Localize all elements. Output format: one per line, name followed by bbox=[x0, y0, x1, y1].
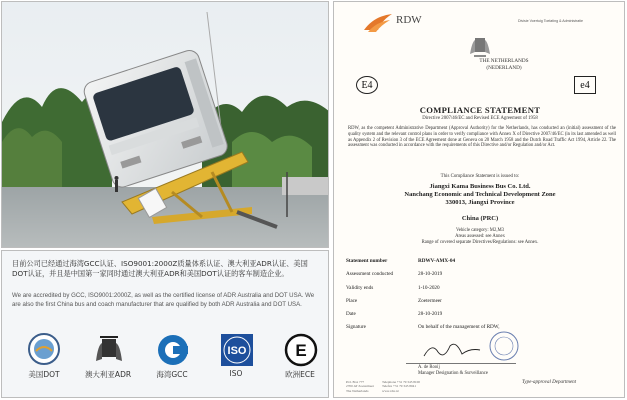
signer-title: Manager Designation & Surveillance bbox=[418, 370, 488, 376]
compliance-statement-document bbox=[333, 1, 625, 398]
bus-tilt-photo-illustration bbox=[2, 2, 329, 248]
official-stamp-icon bbox=[484, 330, 524, 362]
footer-telephone: Telephone +31 79 345 8100 bbox=[382, 380, 421, 384]
statement-title: COMPLIANCE STATEMENT bbox=[419, 105, 541, 115]
vehicle-scope bbox=[334, 228, 625, 246]
issued-to-line: This Compliance Statement is issued to: bbox=[440, 174, 520, 179]
svg-text:E: E bbox=[295, 341, 307, 360]
range-covered: Range of covered separate Directives/Regulations: see Annex. bbox=[421, 240, 539, 245]
footer-contact bbox=[382, 380, 420, 393]
country-line-1: THE NETHERLANDS bbox=[479, 58, 529, 64]
footer-address bbox=[346, 380, 374, 393]
field-value: 1-10-2020 bbox=[418, 285, 440, 291]
bus-tilt-test-photo bbox=[1, 1, 329, 248]
field-key: Place bbox=[346, 298, 358, 304]
type-approval-department: Type-approval Department bbox=[522, 380, 577, 385]
certification-logos bbox=[10, 331, 324, 397]
signature-scribble-icon bbox=[422, 338, 482, 362]
e4-mark: E4 bbox=[356, 76, 378, 94]
footer-telefax: Telefax +31 79 345 8041 bbox=[382, 384, 417, 389]
netherlands-coat-of-arms-icon bbox=[468, 34, 492, 58]
footer-city: 2700 AT Zoetermeer bbox=[346, 384, 374, 389]
company-address bbox=[334, 183, 625, 207]
rdw-department: Divisie Voertuig Toelating & Administratie bbox=[518, 19, 584, 23]
footer-country: The Netherlands bbox=[346, 388, 369, 393]
rdw-brand: RDW bbox=[396, 14, 422, 26]
footer-website: www.rdw.nl bbox=[382, 388, 399, 393]
dot-logo bbox=[14, 331, 74, 391]
australia-coat-of-arms-icon bbox=[92, 333, 126, 365]
areas-assessed: Areas assessed: see Annex bbox=[455, 234, 505, 239]
certifications-english-text: We are accredited by GCC, ISO9001:2000Z, as well as the certified license of ADR Australia and DOT USA. We are also the first China bus and coach manufacturer that are qualified by both ADR Australia and DOT USA. bbox=[12, 292, 315, 308]
footer-po-box: P.O. Box 777 bbox=[346, 380, 365, 384]
company-country: China (PRC) bbox=[461, 215, 499, 222]
certifications-chinese-text: 目前公司已经通过海湾GCC认证、ISO9001:2000Z质量体系认证、澳大利亚ADR认证、美国DOT认证，并且是中国第一家同时通过澳大利亚ADR和美国DOT认证的客车制造企业。 bbox=[12, 259, 308, 278]
field-value: 28-10-2019 bbox=[418, 311, 443, 317]
signer-block bbox=[418, 365, 488, 377]
e4-small-mark: e4 bbox=[574, 76, 596, 94]
rdw-logo-icon bbox=[362, 12, 394, 34]
iso-logo bbox=[206, 331, 266, 391]
adr-logo bbox=[78, 331, 138, 391]
adr-label: 澳大利亚ADR bbox=[84, 370, 132, 379]
ece-logo bbox=[270, 331, 329, 391]
company-name: Jiangxi Kama Business Bus Co. Ltd. bbox=[429, 183, 531, 190]
company-zone: Nanchang Economic and Technical Development Zone bbox=[404, 191, 556, 198]
field-key: Statement number bbox=[346, 258, 388, 264]
iso-logo-icon bbox=[220, 333, 254, 367]
ece-e-mark-icon bbox=[284, 333, 318, 367]
company-postcode: 330013, Jiangxi Province bbox=[445, 199, 515, 206]
field-value: Zoetermeer bbox=[418, 298, 442, 304]
signature-line bbox=[406, 363, 516, 364]
country-line-2: (NEDERLAND) bbox=[486, 64, 522, 71]
dot-label: 美国DOT bbox=[28, 370, 60, 379]
country-heading bbox=[444, 58, 564, 71]
statement-subtitle: Directive 2007/46/EC and Revised ECE Agreement of 1958 bbox=[422, 116, 538, 121]
field-value: 28-10-2019 bbox=[418, 271, 443, 277]
gcc-logo bbox=[142, 331, 202, 391]
gcc-label: 海湾GCC bbox=[156, 370, 188, 379]
field-key: Assessment conducted bbox=[346, 271, 394, 277]
vehicle-category: Vehicle category: M2,M3 bbox=[455, 228, 505, 233]
iso-label: ISO bbox=[229, 369, 243, 378]
field-key: Signature bbox=[346, 324, 366, 330]
gcc-logo-icon bbox=[156, 333, 190, 367]
field-value: RDWV-AMX-04 bbox=[418, 258, 456, 264]
svg-text:ISO: ISO bbox=[227, 345, 247, 357]
ece-label: 欧洲ECE bbox=[285, 370, 315, 379]
statement-body: RDW, as the competent Administrative Department (Approval Authority) for the Netherlands, has conducted an (initial) assessment of the quality system and the relevant control plans in order to verify compliance with Annex X of Directive 2007/46/EC (in its last amended as well as Appendix 2 of Revision 3 of the ECE Agreement done at Geneva on 20 March 1958 and the Dutch Road Traffic Act 1994, Article 22. The assessment was conducted in accordance with the requirements of this Directive and/or Regulation and/or Act. bbox=[348, 126, 616, 149]
signer-name: A. de Rooij bbox=[418, 365, 440, 370]
field-key: Validity ends bbox=[346, 285, 374, 291]
dot-seal-icon bbox=[28, 333, 60, 365]
field-key: Date bbox=[346, 311, 356, 317]
field-value: On behalf of the management of RDW, bbox=[418, 324, 500, 330]
certifications-panel bbox=[1, 250, 329, 398]
